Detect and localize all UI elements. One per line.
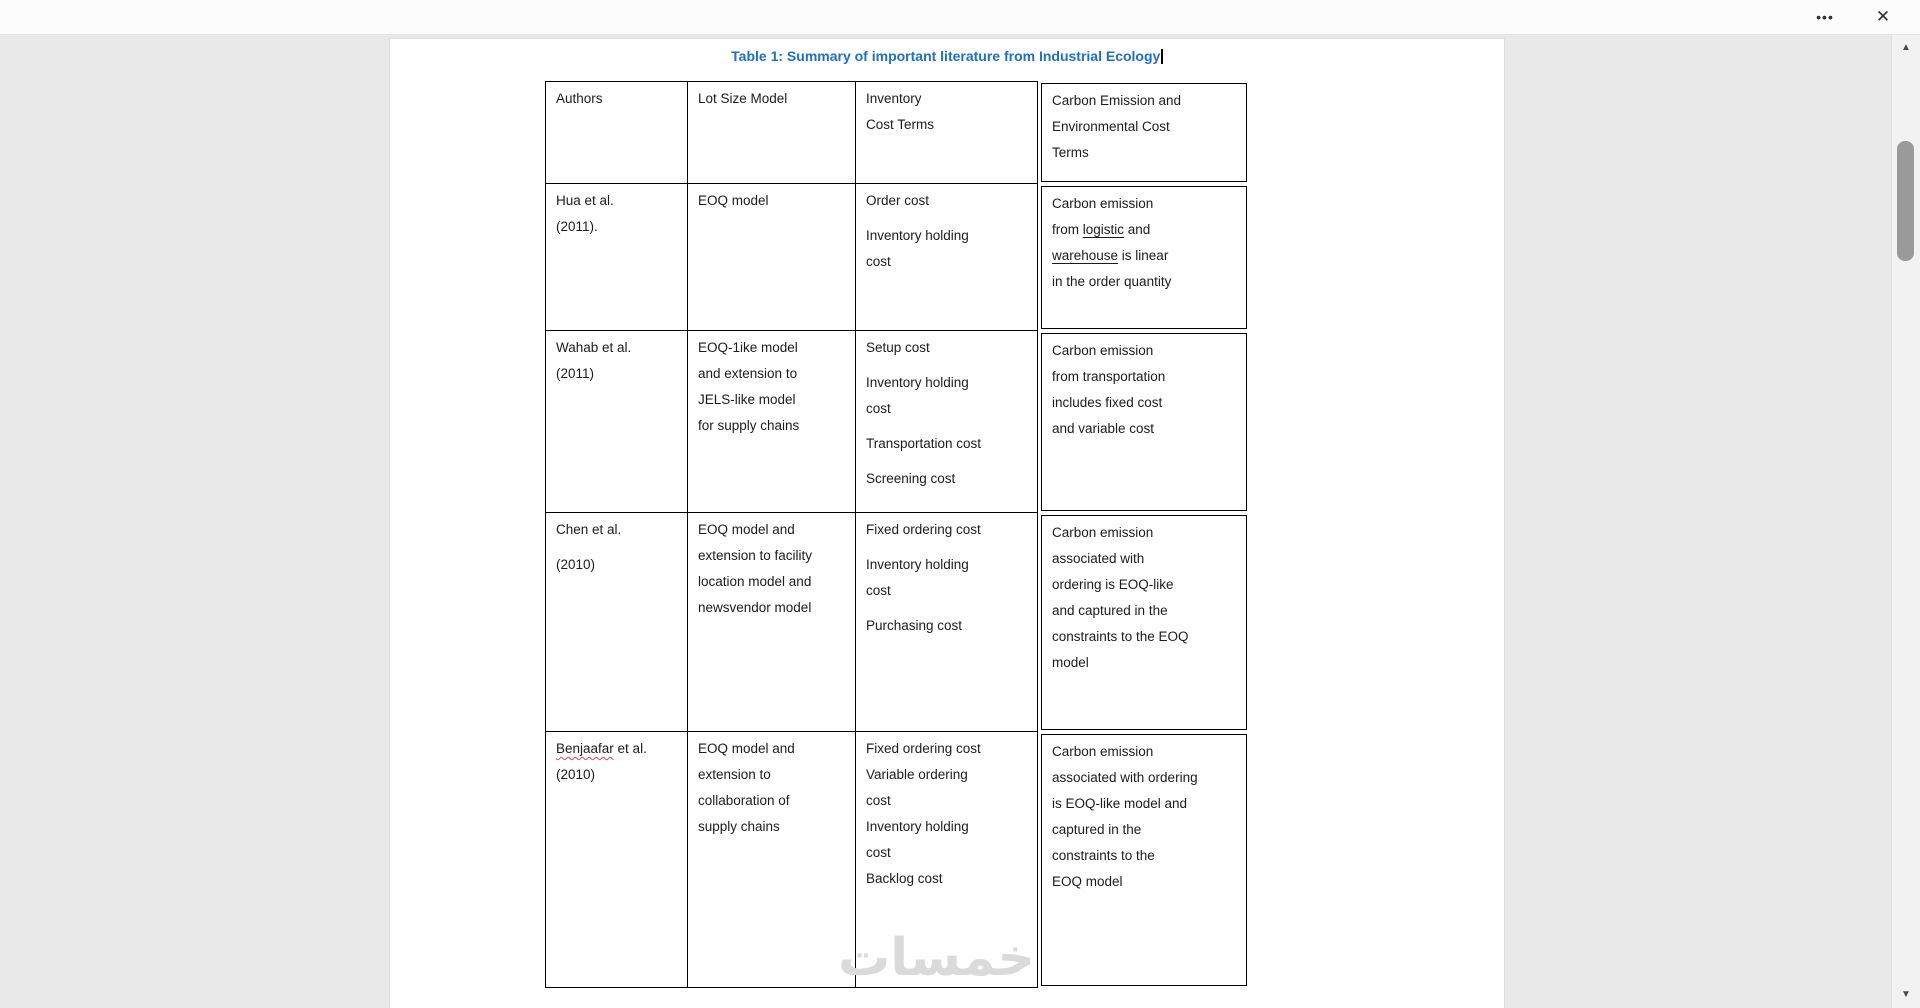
cell-carbon-emission-box: Carbon emission from transportation includes fixed cost and variable cost bbox=[1041, 333, 1247, 511]
cell-author[interactable]: Chen et al. (2010) bbox=[545, 513, 687, 732]
cell-inventory-cost-terms[interactable]: Fixed ordering cost Inventory holding cost Purchasing cost bbox=[855, 513, 1038, 732]
header-cell-authors[interactable]: Authors bbox=[545, 81, 687, 184]
document-canvas bbox=[0, 35, 1892, 1008]
literature-table bbox=[545, 81, 1247, 988]
document-title[interactable] bbox=[390, 47, 1504, 65]
cell-carbon-emission-box: Carbon emission associated with ordering is EOQ-like model and captured in the constraints to the EOQ model bbox=[1041, 734, 1247, 986]
cell-lot-size-model[interactable]: EOQ-1ike model and extension to JELS-like model for supply chains bbox=[687, 331, 855, 513]
cell-author[interactable]: Benjaafar et al. (2010) bbox=[545, 732, 687, 988]
cell-inventory-cost-terms[interactable]: Fixed ordering cost Variable ordering cost Inventory holding cost Backlog cost bbox=[855, 732, 1038, 988]
header-cell-carbon-emission-box: Carbon Emission and Environmental Cost Terms bbox=[1041, 83, 1247, 182]
text-cursor bbox=[1161, 49, 1163, 64]
header-cell-lot-size-model[interactable]: Lot Size Model bbox=[687, 81, 855, 184]
more-options-icon[interactable]: ••• bbox=[1816, 9, 1834, 25]
close-icon[interactable]: ✕ bbox=[1875, 7, 1891, 26]
cell-lot-size-model[interactable]: EOQ model and extension to facility location model and newsvendor model bbox=[687, 513, 855, 732]
scroll-up-icon[interactable]: ▲ bbox=[1901, 42, 1911, 53]
cell-lot-size-model[interactable]: EOQ model bbox=[687, 184, 855, 331]
scroll-down-icon[interactable]: ▼ bbox=[1901, 989, 1911, 1000]
watermark: خمسات bbox=[838, 928, 1036, 988]
cell-carbon-emission[interactable] bbox=[1038, 184, 1247, 331]
table-row bbox=[545, 732, 1247, 988]
cell-carbon-emission[interactable] bbox=[1038, 331, 1247, 513]
document-page[interactable] bbox=[390, 39, 1504, 1008]
cell-author[interactable]: Wahab et al. (2011) bbox=[545, 331, 687, 513]
cell-author[interactable]: Hua et al. (2011). bbox=[545, 184, 687, 331]
table-row bbox=[545, 513, 1247, 732]
cell-lot-size-model[interactable]: EOQ model and extension to collaboration of supply chains bbox=[687, 732, 855, 988]
scrollbar-thumb[interactable] bbox=[1897, 141, 1914, 261]
cell-carbon-emission[interactable] bbox=[1038, 732, 1247, 988]
cell-carbon-emission[interactable] bbox=[1038, 513, 1247, 732]
cell-carbon-emission-box: Carbon emission associated with ordering is EOQ-like and captured in the constraints to the EOQ model bbox=[1041, 515, 1247, 730]
document-title-text: Table 1: Summary of important literature from Industrial Ecology bbox=[731, 48, 1161, 64]
header-cell-inventory-cost-terms[interactable]: Inventory Cost Terms bbox=[855, 81, 1038, 184]
table-row bbox=[545, 331, 1247, 513]
header-cell-carbon-emission[interactable] bbox=[1038, 81, 1247, 184]
window-titlebar bbox=[0, 0, 1920, 35]
vertical-scrollbar[interactable] bbox=[1891, 35, 1920, 1008]
cell-inventory-cost-terms[interactable]: Order cost Inventory holding cost bbox=[855, 184, 1038, 331]
cell-inventory-cost-terms[interactable]: Setup cost Inventory holding cost Transportation cost Screening cost bbox=[855, 331, 1038, 513]
table-row bbox=[545, 184, 1247, 331]
table-header-row bbox=[545, 81, 1247, 184]
cell-carbon-emission-box: Carbon emission from logistic and warehouse is linear in the order quantity bbox=[1041, 186, 1247, 329]
